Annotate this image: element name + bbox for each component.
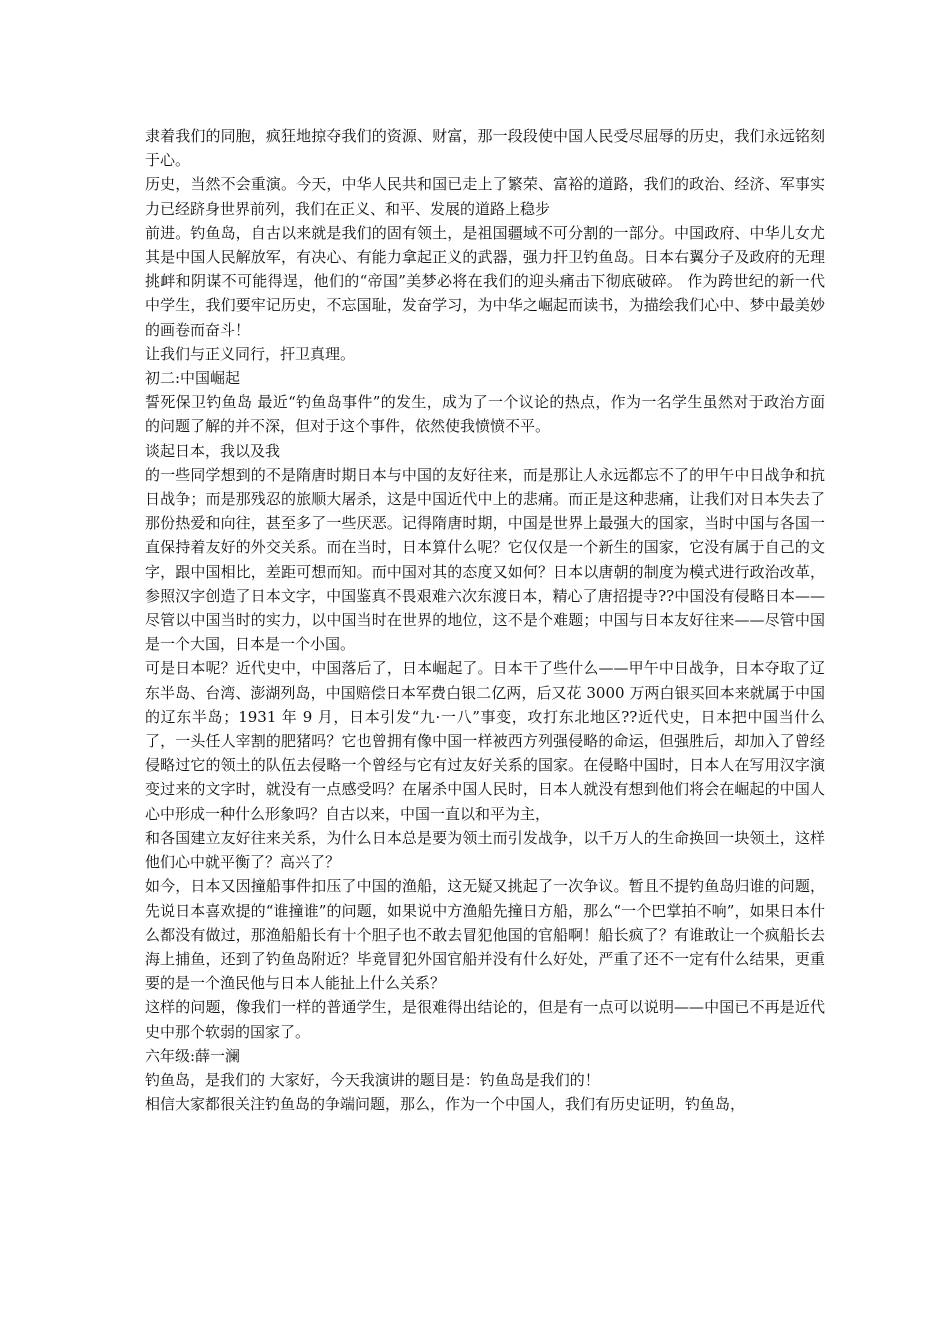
paragraph: 历史，当然不会重演。今天，中华人民共和国已走上了繁荣、富裕的道路，我们的政治、经济、军事实力已经跻身世界前列，我们在正义、和平、发展的道路上稳步 [145, 175, 825, 218]
section-heading: 初二:中国崛起 [145, 369, 241, 388]
paragraph: 如今，日本又因撞船事件扣压了中国的渔船，这无疑又挑起了一次争议。暂且不提钓鱼岛归谁的问题，先说日本喜欢提的“谁撞谁”的问题，如果说中方渔船先撞日方船，那么“一个巴掌拍不响”，如果日本什么都没有做过，那渔船船长有十个胆子也不敢去冒犯他国的官船啊！船长疯了？有谁敢让一个疯船长去海上捕鱼，还到了钓鱼岛附近？毕竟冒犯外国官船并没有什么好处，严重了还不一定有什么结果，更重要的是一个渔民他与日本人能扯上什么关系？ [145, 877, 825, 993]
paragraph: 相信大家都很关注钓鱼岛的争端问题，那么，作为一个中国人，我们有历史证明，钓鱼岛， [145, 1095, 746, 1114]
paragraph: 誓死保卫钓鱼岛 最近“钓鱼岛事件”的发生，成为了一个议论的热点，作为一名学生虽然对于政治方面的问题了解的并不深，但对于这个事件，依然使我愤愤不平。 [145, 393, 825, 436]
paragraph: 可是日本呢？近代史中，中国落后了，日本崛起了。日本干了些什么——甲午中日战争，日本夺取了辽东半岛、台湾、澎湖列岛，中国赔偿日本军费白银二亿两，后又花 3000 万两白银买回本来就属于中国的辽东半岛；1931 年 9 月，日本引发“九·一八”事变，攻打东北地区??近代史，日本把中国当什么了，一头任人宰割的肥猪吗？它也曾拥有像中国一样被西方列强侵略的命运，但强胜后，却加入了曾经侵略过它的领土的队伍去侵略一个曾经与它有过友好关系的国家。在侵略中国时，日本人在写用汉字演变过来的文字时，就没有一点感受吗？在屠杀中国人民时，日本人就没有想到他们将会在崛起的中国人心中形成一种什么形象吗？自古以来，中国一直以和平为主， [145, 659, 825, 823]
paragraph: 的一些同学想到的不是隋唐时期日本与中国的友好往来，而是那让人永远都忘不了的甲午中日战争和抗日战争；而是那残忍的旅顺大屠杀，这是中国近代中上的悲痛。而正是这种悲痛，让我们对日本失去了那份热爱和向往，甚至多了一些厌恶。记得隋唐时期，中国是世界上最强大的国家，当时中国与各国一直保持着友好的外交关系。而在当时，日本算什么呢？它仅仅是一个新生的国家，它没有属于自己的文字，跟中国相比，差距可想而知。而中国对其的态度又如何？日本以唐朝的制度为模式进行政治改革，参照汉字创造了日本文字，中国鉴真不畏艰难六次东渡日本，精心了唐招提寺??中国没有侵略日本——尽管以中国当时的实力，以中国当时在世界的地位，这不是个难题；中国与日本友好往来——尽管中国是一个大国，日本是一个小国。 [145, 465, 825, 654]
paragraph: 隶着我们的同胞，疯狂地掠夺我们的资源、财富，那一段段使中国人民受尽屈辱的历史，我们永远铭刻于心。 [145, 127, 825, 170]
paragraph: 谈起日本，我以及我 [145, 441, 281, 460]
paragraph: 这样的问题，像我们一样的普通学生，是很难得出结论的，但是有一点可以说明——中国已不再是近代史中那个软弱的国家了。 [145, 998, 825, 1041]
paragraph: 和各国建立友好往来关系，为什么日本总是要为领土而引发战争，以千万人的生命换回一块领土，这样他们心中就平衡了？高兴了？ [145, 828, 825, 872]
paragraph: 前进。钓鱼岛，自古以来就是我们的固有领土，是祖国疆域不可分割的一部分。中国政府、中华儿女尤其是中国人民解放军，有决心、有能力拿起正义的武器，强力扞卫钓鱼岛。日本右翼分子及政府的无理挑衅和阴谋不可能得逞，他们的“帝国”美梦必将在我们的迎头痛击下彻底破碎。 作为跨世纪的新一代中学生，我们要牢记历史，不忘国耻，发奋学习，为中华之崛起而读书，为描绘我们心中、梦中最美妙的画卷而奋斗！ [145, 223, 825, 339]
document-body [145, 124, 825, 1116]
paragraph: 让我们与正义同行，扞卫真理。 [145, 344, 356, 363]
section-heading: 六年级:薛一澜 [145, 1046, 241, 1065]
paragraph: 钓鱼岛，是我们的 大家好，今天我演讲的题目是：钓鱼岛是我们的！ [145, 1070, 600, 1089]
